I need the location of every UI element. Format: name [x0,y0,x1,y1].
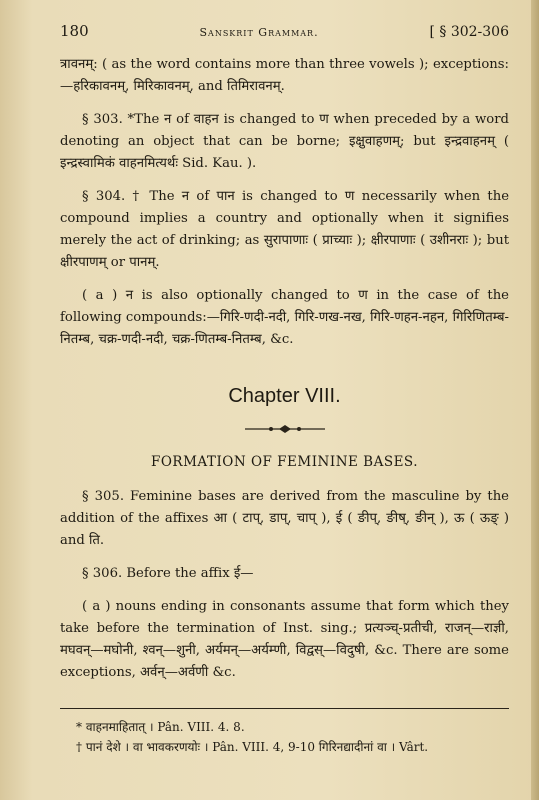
paragraph-section-304a: ( a ) न is also optionally changed to ण in the case of the following compounds:—गिरि-णदी-नदी, गिरि-णख-नख, गिरि-णहन-नहन, गिरिणितम्ब-नितम्ब, चक्र-णदी-नदी, चक्र-णितम्ब-नितम्ब, &c. [60,288,509,347]
paragraph-vowels: त्रावनम्: ( as the word contains more than three vowels ); exceptions:—हरिकावनम्, मिरिकावनम्, and तिमिरावनम्. [60,57,509,94]
section-title: FORMATION OF FEMININE BASES. [151,454,418,470]
paragraph-section-303: § 303. *The न of वाहन is changed to ण when preceded by a word denoting an object that can be borne; इक्षुवाहणम्; but इन्द्रवाहनम् ( इन्द्रस्वामिकं वाहनमित्यर्थः Sid. Kau. ). [60,112,509,171]
paragraph-section-306a: ( a ) nouns ending in consonants assume that form which they take before the termination of Inst. sing.; प्रत्यञ्च्-प्रतीची, राजन्—राज्ञी, मघवन्—मघोनी, श्वन्—शुनी, अर्यमन्—अर्यम्णी, विद्वस्—विदुषी, &c. There are some exceptions, अर्वन्—अर्वणी &c. [60,599,509,680]
paragraph-section-304: § 304. † The न of पान is changed to ण necessarily when the compound implies a country and optionally when it signifies merely the act of drinking; as सुरापाणाः ( प्राच्याः ); क्षीरपाणाः ( उशीनराः ); but क्षीरपाणम् or पानम्. [60,189,509,270]
footnote-2: † पानं देशे । वा भावकरणयोः । Pân. VIII. 4, 9-10 गिरिनद्यादीनां वा । Vârt. [76,740,429,754]
page-edge [531,0,539,800]
chapter-heading: Chapter VIII. [228,385,341,407]
section-range: [ § 302-306 [429,24,509,40]
page-number: 180 [60,22,89,40]
paragraph-section-306: § 306. Before the affix ई— [82,566,254,581]
running-title: Sanskrit Grammar. [199,26,319,39]
paragraph-section-305: § 305. Feminine bases are derived from the masculine by the addition of the affixes आ ( टाप्, डाप्, चाप् ), ई ( ङीप्, ङीष्, ङीन् ), ऊ ( ऊङ् ) and ति. [60,489,509,548]
ornament-divider [243,424,327,434]
page-header [60,22,509,40]
footnotes [60,717,509,757]
footnote-rule [60,708,509,709]
footnote-1: * वाहनमाहितात् । Pân. VIII. 4. 8. [76,720,245,734]
